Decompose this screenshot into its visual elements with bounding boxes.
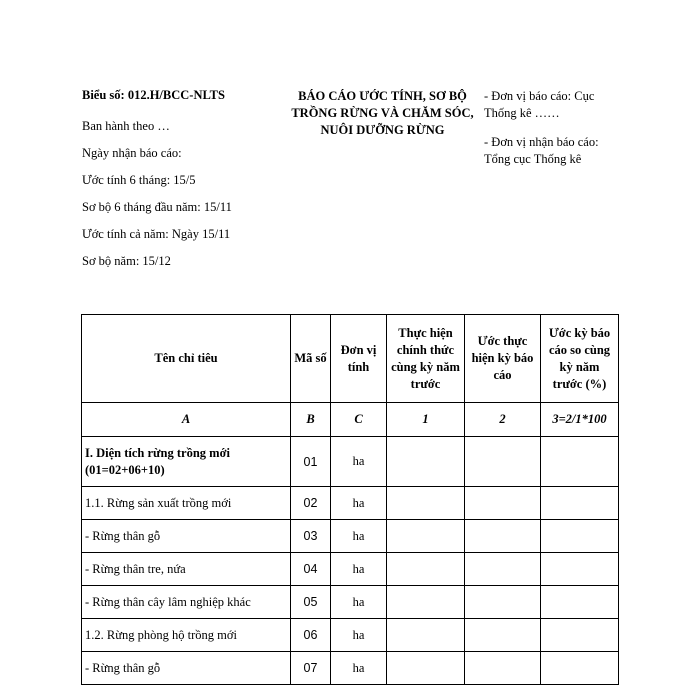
cell-estimate[interactable] — [465, 520, 541, 553]
row-unit: ha — [331, 487, 387, 520]
row-name: 1.2. Rừng phòng hộ trồng mới — [82, 619, 291, 652]
letter-estimate: 2 — [465, 403, 541, 437]
row-code: 02 — [291, 487, 331, 520]
row-code: 03 — [291, 520, 331, 553]
cell-actual[interactable] — [387, 652, 465, 685]
cell-actual[interactable] — [387, 586, 465, 619]
receiving-unit — [484, 134, 634, 168]
row-name: I. Diện tích rừng trồng mới (01=02+06+10) — [82, 437, 291, 487]
letter-code: B — [291, 403, 331, 437]
report-title — [280, 88, 485, 139]
schedule-item: Sơ bộ năm: 15/12 — [82, 254, 171, 268]
cell-compare[interactable] — [541, 437, 619, 487]
row-code: 04 — [291, 553, 331, 586]
row-code: 01 — [291, 437, 331, 487]
cell-actual[interactable] — [387, 520, 465, 553]
cell-estimate[interactable] — [465, 487, 541, 520]
row-name: - Rừng thân gỗ — [82, 652, 291, 685]
table-row — [82, 652, 619, 685]
row-unit: ha — [331, 652, 387, 685]
table-row — [82, 437, 619, 487]
table-row — [82, 520, 619, 553]
letter-actual: 1 — [387, 403, 465, 437]
report-table — [81, 314, 619, 685]
cell-compare[interactable] — [541, 652, 619, 685]
cell-estimate[interactable] — [465, 652, 541, 685]
cell-compare[interactable] — [541, 586, 619, 619]
row-unit: ha — [331, 619, 387, 652]
row-code: 07 — [291, 652, 331, 685]
schedule-item: Ước tính cả năm: Ngày 15/11 — [82, 227, 231, 241]
row-code: 05 — [291, 586, 331, 619]
reporting-unit-line: Thống kê …… — [484, 106, 560, 120]
cell-actual[interactable] — [387, 437, 465, 487]
header-actual: Thực hiện chính thức cùng kỳ năm trước — [387, 315, 465, 403]
row-unit: ha — [331, 553, 387, 586]
schedule-item: Ước tính 6 tháng: 15/5 — [82, 173, 196, 187]
table-letter-row — [82, 403, 619, 437]
cell-actual[interactable] — [387, 619, 465, 652]
reporting-unit — [484, 88, 634, 122]
title-line: TRỒNG RỪNG VÀ CHĂM SÓC, — [291, 106, 474, 120]
reporting-unit-line: - Đơn vị báo cáo: Cục — [484, 89, 595, 103]
header-compare: Ước kỳ báo cáo so cùng kỳ năm trước (%) — [541, 315, 619, 403]
header-unit: Đơn vị tính — [331, 315, 387, 403]
issued-by: Ban hành theo … — [82, 119, 170, 133]
row-name: - Rừng thân gỗ — [82, 520, 291, 553]
row-unit: ha — [331, 520, 387, 553]
row-name: - Rừng thân tre, nứa — [82, 553, 291, 586]
header-name: Tên chỉ tiêu — [82, 315, 291, 403]
table-row — [82, 586, 619, 619]
cell-compare[interactable] — [541, 520, 619, 553]
cell-compare[interactable] — [541, 553, 619, 586]
cell-compare[interactable] — [541, 487, 619, 520]
row-name: - Rừng thân cây lâm nghiệp khác — [82, 586, 291, 619]
row-unit: ha — [331, 437, 387, 487]
row-name: 1.1. Rừng sản xuất trồng mới — [82, 487, 291, 520]
cell-actual[interactable] — [387, 487, 465, 520]
schedule-item: Sơ bộ 6 tháng đầu năm: 15/11 — [82, 200, 232, 214]
cell-compare[interactable] — [541, 619, 619, 652]
cell-estimate[interactable] — [465, 553, 541, 586]
cell-estimate[interactable] — [465, 437, 541, 487]
header-code: Mã số — [291, 315, 331, 403]
header-estimate: Ước thực hiện kỳ báo cáo — [465, 315, 541, 403]
row-code: 06 — [291, 619, 331, 652]
cell-estimate[interactable] — [465, 619, 541, 652]
form-code: Biểu số: 012.H/BCC-NLTS — [82, 88, 225, 102]
title-line: BÁO CÁO ƯỚC TÍNH, SƠ BỘ — [298, 89, 467, 103]
cell-estimate[interactable] — [465, 586, 541, 619]
letter-unit: C — [331, 403, 387, 437]
receiving-unit-line: - Đơn vị nhận báo cáo: — [484, 135, 599, 149]
table-header-row — [82, 315, 619, 403]
table-row — [82, 487, 619, 520]
title-line: NUÔI DƯỠNG RỪNG — [320, 123, 445, 137]
letter-compare: 3=2/1*100 — [541, 403, 619, 437]
table-row — [82, 619, 619, 652]
received-date: Ngày nhận báo cáo: — [82, 146, 182, 160]
table-row — [82, 553, 619, 586]
letter-name: A — [82, 403, 291, 437]
receiving-unit-line: Tổng cục Thống kê — [484, 152, 582, 166]
row-unit: ha — [331, 586, 387, 619]
cell-actual[interactable] — [387, 553, 465, 586]
